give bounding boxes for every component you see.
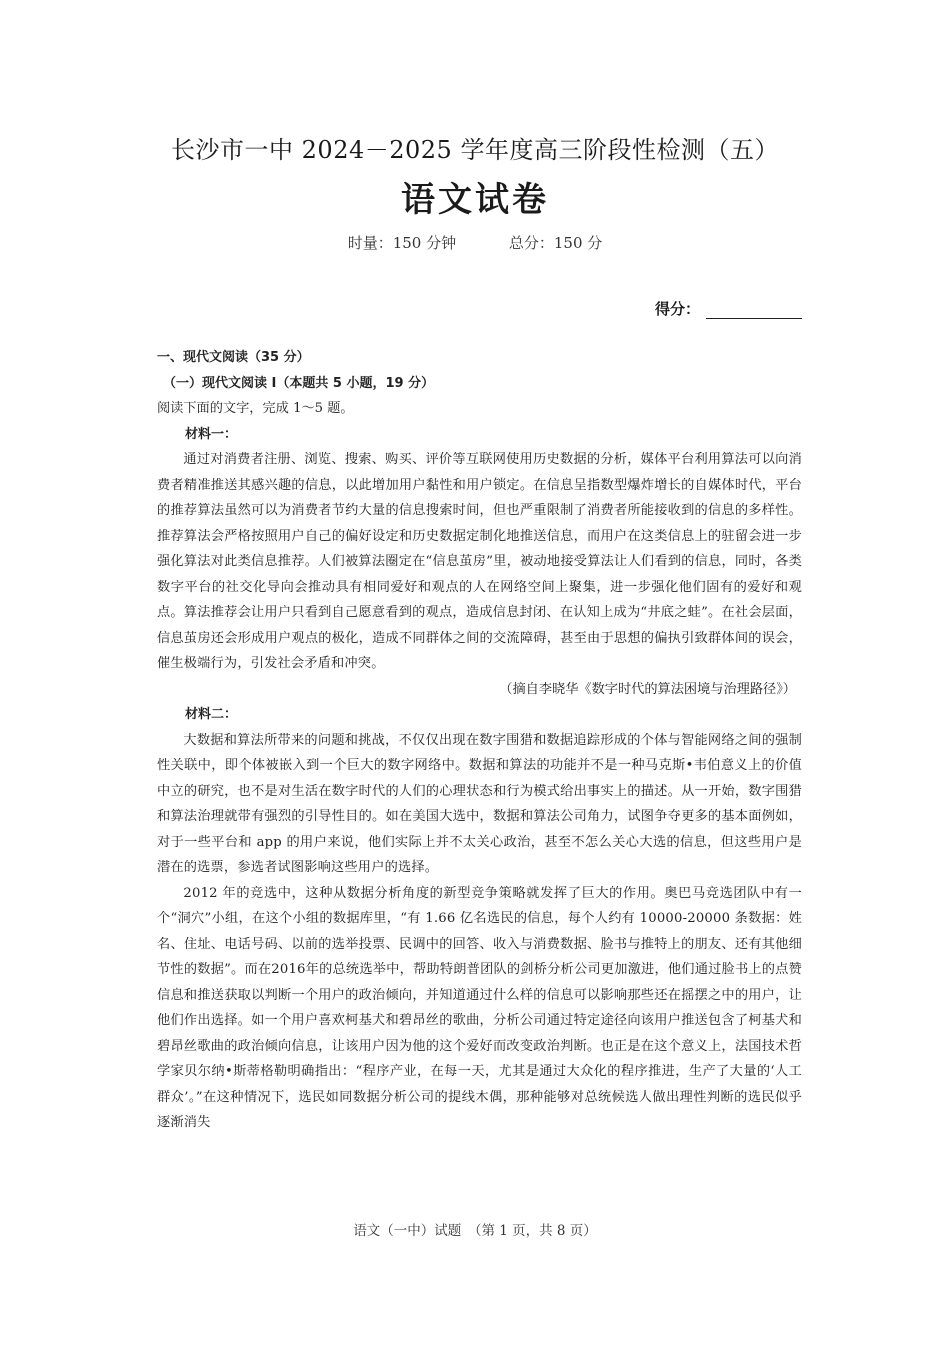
total-score: 总分：150 分 bbox=[508, 234, 603, 252]
reading-section bbox=[157, 345, 802, 1136]
score-blank bbox=[706, 302, 802, 319]
section-title: 一、现代文阅读（35 分） bbox=[157, 350, 310, 365]
material-1-paragraph: 通过对消费者注册、浏览、搜索、购买、评价等互联网使用历史数据的分析，媒体平台利用算法可以向消费者精准推送其感兴趣的信息，以此增加用户黏性和用户锁定。在信息呈指数型爆炸增长的自媒体时代，平台的推荐算法虽然可以为消费者节约大量的信息搜索时间，但也严重限制了消费者所能接收到的信息的多样性。推荐算法会严格按照用户自己的偏好设定和历史数据定制化地推送信息，而用户在这类信息上的驻留会进一步强化算法对此类信息推荐。人们被算法圈定在“信息茧房”里，被动地接受算法让人们看到的信息，同时，各类数字平台的社交化导向会推动具有相同爱好和观点的人在网络空间上聚集，进一步强化他们固有的爱好和观点。算法推荐会让用户只看到自己愿意看到的观点，造成信息封闭、在认知上成为“井底之蛙”。在社会层面，信息茧房还会形成用户观点的极化，造成不同群体之间的交流障碍，甚至由于思想的偏执引致群体间的误会，催生极端行为，引发社会矛盾和冲突。 bbox=[157, 452, 802, 671]
time-limit: 时量：150 分钟 bbox=[347, 234, 457, 252]
exam-title: 语文试卷 bbox=[401, 180, 549, 220]
material-1-label: 材料一： bbox=[185, 426, 238, 442]
school-title: 长沙市一中 2024－2025 学年度高三阶段性检测（五） bbox=[171, 136, 779, 164]
score-field bbox=[655, 298, 802, 319]
material-2-paragraph-2: 2012 年的竞选中，这种从数据分析角度的新型竞争策略就发挥了巨大的作用。奥巴马竞选团队中有一个“洞穴”小组，在这个小组的数据库里，“有 1.66 亿名选民的信息，每个人约有 10000-20000 条数据：姓名、住址、电话号码、以前的选举投票、民调中的回答、收入与消费数据、脸书与推特上的朋友、还有其他细节性的数据”。而在2016年的总统选举中，帮助特朗普团队的剑桥分析公司更加激进，他们通过脸书上的点赞信息和推送获取以判断一个用户的政治倾向，并知道通过什么样的信息可以影响那些还在摇摆之中的用户，让他们作出选择。如一个用户喜欢柯基犬和碧昂丝的歌曲，分析公司通过特定途径向该用户推送包含了柯基犬和碧昂丝歌曲的政治倾向信息，让该用户因为他的这个爱好而改变政治判断。也正是在这个意义上，法国技术哲学家贝尔纳•斯蒂格勒明确指出：“程序产业，在每一天，尤其是通过大众化的程序推进，生产了大量的‘人工群众’。”在这种情况下，选民如同数据分析公司的提线木偶，那种能够对总统候选人做出理性判断的选民似乎逐渐消失 bbox=[157, 885, 802, 1130]
material-2-label: 材料二： bbox=[185, 707, 238, 722]
subsection-title: （一）现代文阅读 I（本题共 5 小题，19 分） bbox=[163, 375, 435, 391]
material-2-paragraph-1: 大数据和算法所带来的问题和挑战，不仅仅出现在数字围猎和数据追踪形成的个体与智能网络之间的强制性关联中，即个体被嵌入到一个巨大的数字网络中。数据和算法的功能并不是一种马克斯•韦伯意义上的价值中立的研究，也不是对生活在数字时代的人们的心理状态和行为模式给出事实上的描述。从一开始，数字围猎和算法治理就带有强烈的引导性目的。如在美国大选中，数据和算法公司角力，试图争夺更多的基本面例如，对于一些平台和 app 的用户来说，他们实际上并不太关心政治，甚至不怎么关心大选的信息，但这些用户是潜在的选票，参选者试图影响这些用户的选择。 bbox=[157, 732, 802, 875]
exam-meta bbox=[0, 232, 950, 253]
score-label: 得分： bbox=[655, 300, 701, 318]
instruction: 阅读下面的文字，完成 1～5 题。 bbox=[157, 401, 354, 416]
material-1-source: （摘自李晓华《数字时代的算法困境与治理路径》） bbox=[499, 681, 796, 697]
page-footer: 语文（一中）试题 （第 1 页，共 8 页） bbox=[353, 1223, 597, 1239]
